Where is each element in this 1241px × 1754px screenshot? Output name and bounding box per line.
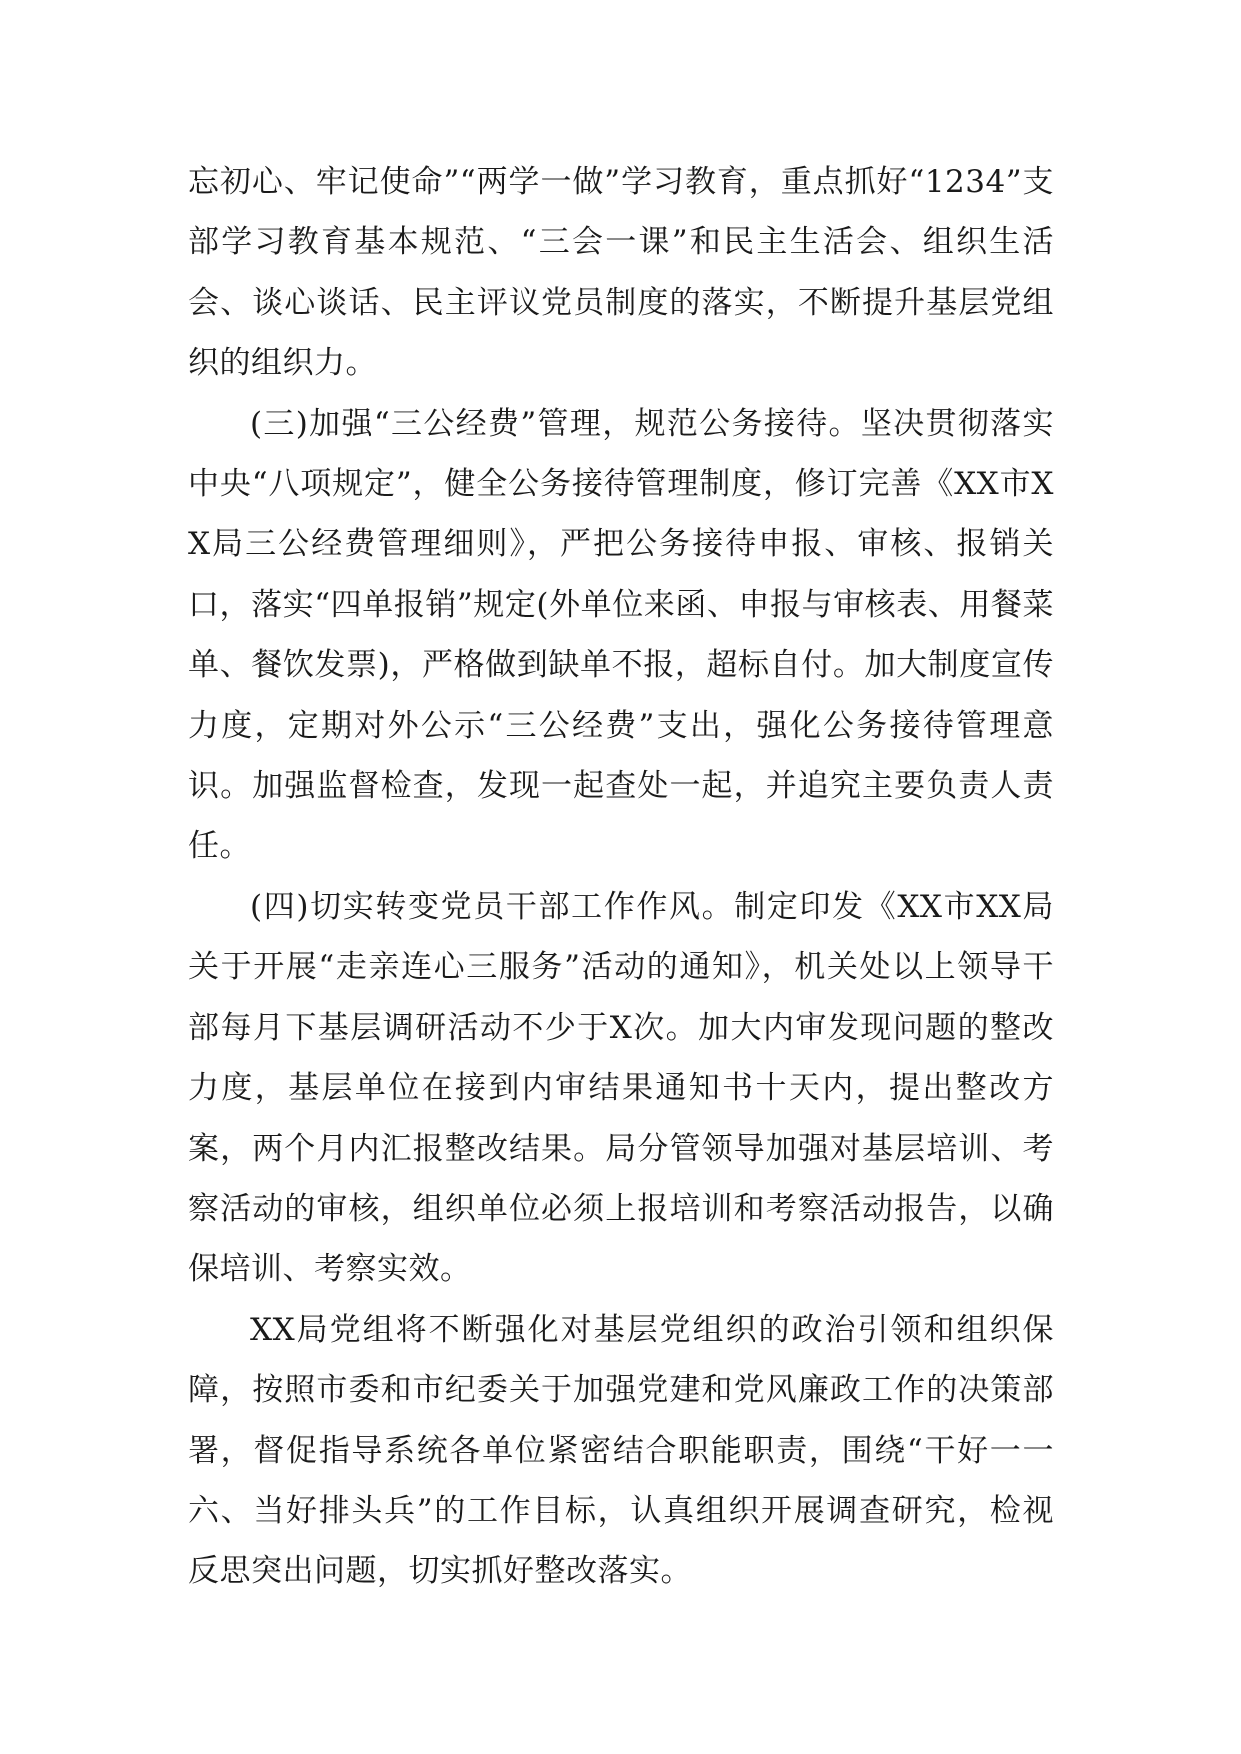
paragraph-continuation: 忘初心、牢记使命”“两学一做”学习教育，重点抓好“1234”支部学习教育基本规范、“三会一课”和民主生活会、组织生活会、谈心谈话、民主评议党员制度的落实，不断提升基层党组织的组织力。 [188,164,1054,382]
paragraph-conclusion: XX局党组将不断强化对基层党组织的政治引领和组织保障，按照市委和市纪委关于加强党建和党风廉政工作的决策部署，督促指导系统各单位紧密结合职能职责，围绕“干好一一六、当好排头兵”的工作目标，认真组织开展调查研究，检视反思突出问题，切实抓好整改落实。 [188,1311,1054,1590]
paragraph-public-expenses: (三)加强“三公经费”管理，规范公务接待。坚决贯彻落实中央“八项规定”，健全公务接待管理制度，修订完善《XX市XX局三公经费管理细则》，严把公务接待申报、审核、报销关口，落实“四单报销”规定(外单位来函、申报与审核表、用餐菜单、餐饮发票)，严格做到缺单不报，超标自付。加大制度宣传力度，定期对外公示“三公经费”支出，强化公务接待管理意识。加强监督检查，发现一起查处一起，并追究主要负责人责任。 [188,405,1054,865]
paragraph-work-style: (四)切实转变党员干部工作作风。制定印发《XX市XX局关于开展“走亲连心三服务”活动的通知》，机关处以上领导干部每月下基层调研活动不少于X次。加大内审发现问题的整改力度，基层单位在接到内审结果通知书十天内，提出整改方案，两个月内汇报整改结果。局分管领导加强对基层培训、考察活动的审核，组织单位必须上报培训和考察活动报告，以确保培训、考察实效。 [188,888,1054,1288]
document-body [188,152,1054,1602]
